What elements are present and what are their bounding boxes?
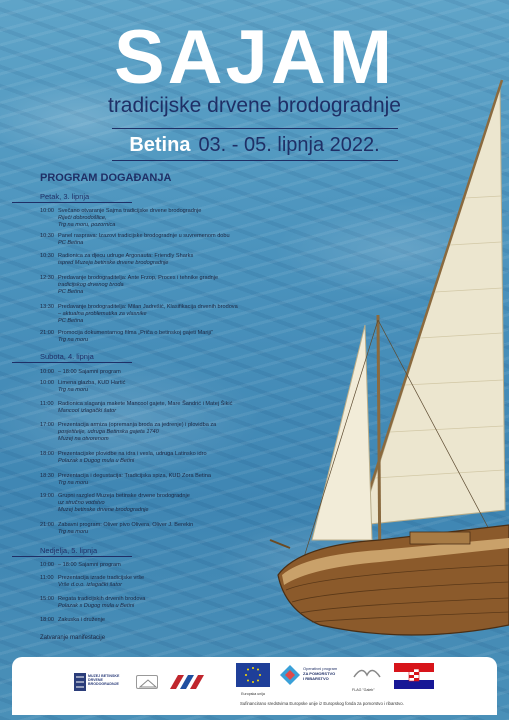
- day-heading: Nedjelja, 5. lipnja: [40, 546, 98, 555]
- program-event: 10:30 Panel rasprava: Izazovi tradicijske brodogradnje u suvremenom dobu PC Betina: [40, 233, 230, 246]
- day-heading: Subota, 4. lipnja: [40, 352, 94, 361]
- program-event: 18:00 Prezentacijske plovidbe na idra i vesla, udruga Latinsko idro Polazak s Dugog mula u Betini: [40, 451, 207, 464]
- program-event: 13:30 Predavanje brodograditelja: Milan Jadrešić, Klasifikacija drvenih brodova – aktualna problematika za vlasnike PC Betina: [40, 304, 238, 324]
- fore-sail: [312, 325, 372, 540]
- place-name: Betina: [129, 134, 191, 156]
- day-heading: Petak, 3. lipnja: [40, 192, 90, 201]
- day-divider: [12, 362, 132, 363]
- eu-flag-icon: [236, 663, 270, 687]
- program-event: 11:00 Radionica slaganja makete Mancool gajete, Mare Šandrić i Matej Šikić Mancool izlagački šator: [40, 401, 233, 414]
- program-event: 10:00 – 18:00 Sajamni program: [40, 562, 121, 568]
- day-divider: [12, 202, 132, 203]
- poster-title: SAJAM: [113, 15, 396, 100]
- stripes-logo-icon: [168, 673, 208, 691]
- partner-logo-outline: [136, 675, 158, 689]
- closing-note: Zatvaranje manifestacije: [40, 635, 106, 641]
- program-title: PROGRAM DOGAĐANJA: [40, 172, 172, 184]
- seagull-icon: [352, 663, 382, 683]
- deck-cabin: [410, 532, 470, 544]
- partner-logo-stripes: [168, 673, 208, 691]
- flag-galeb-logo: FLAG "Galeb": [352, 663, 388, 695]
- event-dates: 03. - 05. lipnja 2022.: [198, 134, 380, 156]
- bowsprit: [270, 540, 290, 548]
- museum-emblem-icon: [74, 673, 86, 691]
- program-event: 17:00 Prezentacija armiza (opremanja broda za jedrenje) i plovidba za posjetitelje, udruga Betinska gajeta 1740 Muzej na otvorenom: [40, 422, 217, 442]
- eu-logo: Europska unija: [236, 663, 270, 693]
- program-event: 10:00 Svečano otvaranje Sajma tradicijske drvene brodogradnje Riječi dobrodošlice, Trg na moru, pozornica: [40, 208, 202, 228]
- program-event: 10:00 Limena glazba, KUD Hartić Trg na moru: [40, 380, 126, 393]
- program-event: 10:30 Radionica za djecu udruge Argonauta: Friendly Sharks ispred Muzeja betinske drvene brodogradnje: [40, 253, 194, 266]
- program-event: 18:30 Prezentacija i degustacija: Tradicijska spiza, KUD Zora Betina Trg na moru: [40, 473, 211, 486]
- program-event: 12:30 Predavanje brodograditelja: Ante Frzop, Proces i tehnike gradnje tradicijskog drvenog broda PC Betina: [40, 275, 219, 295]
- sponsor-footer: [12, 657, 497, 715]
- program-event: 11:00 Prezentacija izrade tradicijske vrše Vrše d.o.o. izlagački šator: [40, 575, 145, 588]
- museum-logo: MUZEJ BETINSKE DRVENE BRODOGRADNJE: [74, 673, 122, 691]
- day-divider: [12, 556, 132, 557]
- building-icon: [137, 676, 159, 690]
- croatian-flag-icon: [394, 663, 434, 689]
- op-fisheries-logo: Operativni program ZA POMORSTVO I RIBARSTVO: [280, 663, 352, 693]
- program-event: 21:00 Promocija dokumentarnog filma „Priča o betinskoj gajeti Mariji“ Trg na moru: [40, 330, 213, 343]
- diamond-logo-icon: [280, 665, 300, 687]
- main-sail: [360, 85, 505, 525]
- poster-subtitle: tradicijske drvene brodogradnje: [107, 94, 401, 117]
- program-event: 21:00 Zabavni program: Oliver pivo Olivera, Oliver J. Berekin Trg na moru: [40, 522, 194, 535]
- sailboat-illustration: [260, 70, 509, 640]
- program-event: 18:00 Zakuska i druženje: [40, 617, 105, 623]
- program-event: 19:00 Grupni razgled Muzeja betinske drvene brodogradnje uz stručno vodstvo Muzej betinske drvene brodogradnje: [40, 493, 190, 513]
- program-event: 10:00 – 18:00 Sajamni program: [40, 369, 121, 375]
- croatia-flag: [394, 663, 434, 689]
- cofinance-note: Sufinancirano sredstvima Europske unije iz Europskog fonda za pomorstvo i ribarstvo.: [240, 701, 404, 706]
- program-event: 15:00 Regata tradicijskih drvenih brodova Polazak s Dugog mula u Betini: [40, 596, 146, 609]
